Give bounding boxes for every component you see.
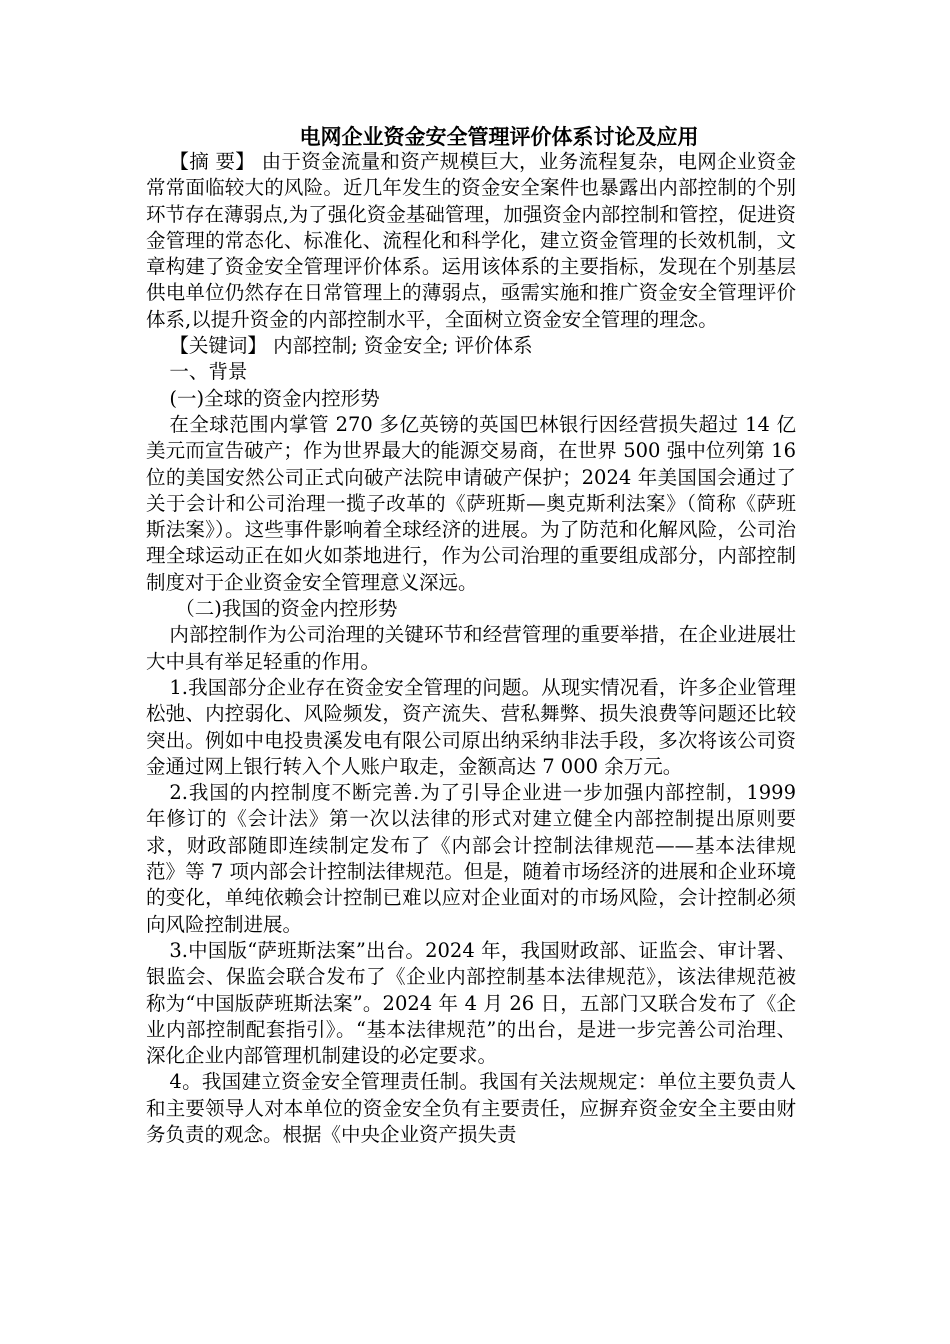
document-body [146,149,796,1148]
body-paragraph-item-2: 2.我国的内控制度不断完善.为了引导企业进一步加强内部控制，1999 年修订的《会计法》第一次以法律的形式对建立健全内部控制提出原则要求，财政部随即连续制定发布了《内部会计控制法律规范——基本法律规范》等 7 项内部会计控制法律规范。但是，随着市场经济的进展和企业环境的变化，单纯依赖会计控制已难以应对企业面对的市场风险，会计控制必须向风险控制进展。 [146,781,796,936]
document-title: 电网企业资金安全管理评价体系讨论及应用 [299,124,699,149]
body-paragraph-global: 在全球范围内掌管 270 多亿英镑的英国巴林银行因经营损失超过 14 亿美元而宣告破产；作为世界最大的能源交易商，在世界 500 强中位列第 16 位的美国安然公司正式向破产法院申请破产保护；2024 年美国国会通过了关于会计和公司治理一揽子改革的《萨班斯—奥克斯利法案》（简称《萨班斯法案》）。这些事件影响着全球经济的进展。为了防范和化解风险，公司治理全球运动正在如火如荼地进行，作为公司治理的重要组成部分，内部控制制度对于企业资金安全管理意义深远。 [146,412,796,594]
body-paragraph-intro: 内部控制作为公司治理的关键环节和经营管理的重要举措，在企业进展壮大中具有举足轻重的作用。 [146,623,796,673]
body-paragraph-item-3: 3.中国版“萨班斯法案”出台。2024 年，我国财政部、证监会、审计署、银监会、保监会联合发布了《企业内部控制基本法律规范》，该法律规范被称为“中国版萨班斯法案”。2024 年 4 月 26 日，五部门又联合发布了《企业内部控制配套指引》。“基本法律规范”的出台，是进一步完善公司治理、深化企业内部管理机制建设的必定要求。 [146,938,796,1068]
subsection-heading-global: (一)全球的资金内控形势 [169,386,380,410]
section-heading-background: 一、背景 [169,360,248,384]
body-paragraph-item-1: 1.我国部分企业存在资金安全管理的问题。从现实情况看，许多企业管理松弛、内控弱化、风险频发，资产流失、营私舞弊、损失浪费等问题还比较突出。例如中电投贵溪发电有限公司原出纳采纳非法手段，多次将该公司资金通过网上银行转入个人账户取走，金额高达 7 000 余万元。 [146,675,796,778]
abstract-paragraph: 【摘 要】 由于资金流量和资产规模巨大，业务流程复杂，电网企业资金常常面临较大的风险。近几年发生的资金安全案件也暴露出内部控制的个别环节存在薄弱点,为了强化资金基础管理，加强资金内部控制和管控，促进资金管理的常态化、标准化、流程化和科学化，建立资金管理的长效机制，文章构建了资金安全管理评价体系。运用该体系的主要指标，发现在个别基层供电单位仍然存在日常管理上的薄弱点，亟需实施和推广资金安全管理评价体系,以提升资金的内部控制水平，全面树立资金安全管理的理念。 [146,150,796,331]
subsection-heading-domestic: （二)我国的资金内控形势 [175,597,398,621]
body-paragraph-item-4: 4。我国建立资金安全管理责任制。我国有关法规规定：单位主要负责人和主要领导人对本单位的资金安全负有主要责任，应摒弃资金安全主要由财务负责的观念。根据《中央企业资产损失责 [146,1070,796,1146]
keywords-line: 【关键词】 内部控制; 资金安全; 评价体系 [169,334,533,358]
